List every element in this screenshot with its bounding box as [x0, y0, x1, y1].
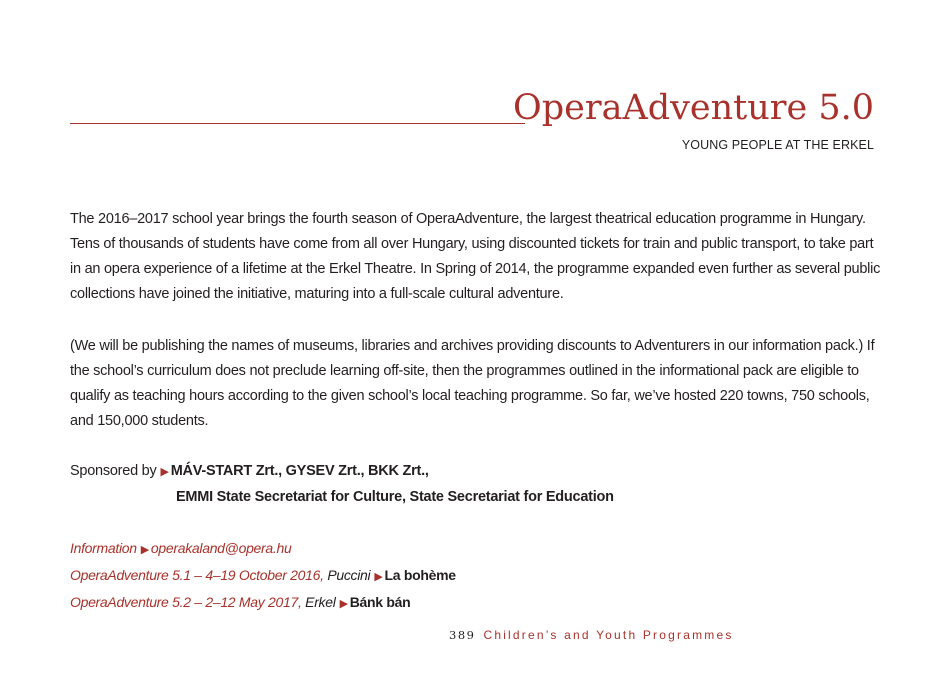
page-title: OperaAdventure 5.0	[513, 88, 874, 128]
information-label: Information	[70, 540, 137, 556]
event-1-prefix: OperaAdventure 5.1 – 4–19 October 2016,	[70, 567, 324, 583]
info-row-event-1	[70, 563, 456, 590]
sponsors-block	[70, 459, 614, 510]
triangle-right-icon: ▶	[339, 598, 348, 610]
section-name: Children’s and Youth Programmes	[483, 628, 734, 642]
page-number: 389	[449, 628, 476, 642]
sponsors-line-1: MÁV-START Zrt., GYSEV Zrt., BKK Zrt.,	[170, 463, 429, 479]
header-rule	[70, 123, 525, 124]
sponsors-label: Sponsored by	[70, 463, 157, 479]
event-1-composer: Puccini	[327, 567, 371, 583]
event-1-work: La bohème	[384, 567, 456, 583]
page-subtitle: YOUNG PEOPLE AT THE ERKEL	[681, 138, 874, 152]
info-row-contact	[70, 536, 456, 563]
triangle-right-icon: ▶	[160, 466, 169, 478]
triangle-right-icon: ▶	[140, 544, 149, 556]
event-2-prefix: OperaAdventure 5.2 – 2–12 May 2017,	[70, 594, 302, 610]
sponsors-line-2: EMMI State Secretariat for Culture, State Secretariat for Education	[176, 489, 614, 505]
event-2-composer: Erkel	[305, 594, 336, 610]
info-block	[70, 536, 456, 617]
body-paragraph-2: (We will be publishing the names of museums, libraries and archives providing discounts to Adventurers in our information pack.) If the school’s curriculum does not preclude learning off-site, then the programmes outlined in the informational pack are eligible to qualify as teaching hours according to the given school’s local teaching programme. So far, we’ve hosted 220 towns, 750 schools, and 150,000 students.	[70, 338, 875, 429]
event-2-work: Bánk bán	[349, 594, 411, 610]
contact-email-link[interactable]: operakaland@opera.hu	[150, 540, 292, 556]
triangle-right-icon: ▶	[374, 571, 383, 583]
page-footer	[449, 626, 734, 644]
info-row-event-2	[70, 590, 456, 617]
body-paragraph-1: The 2016–2017 school year brings the fourth season of OperaAdventure, the largest theatrical education programme in Hungary. Tens of thousands of students have come from all over Hungary, using discounted tickets for train and public transport, to take part in an opera experience of a lifetime at the Erkel Theatre. In Spring of 2014, the programme expanded even further as several public collections have joined the initiative, maturing into a full-scale cultural adventure.	[70, 211, 881, 302]
